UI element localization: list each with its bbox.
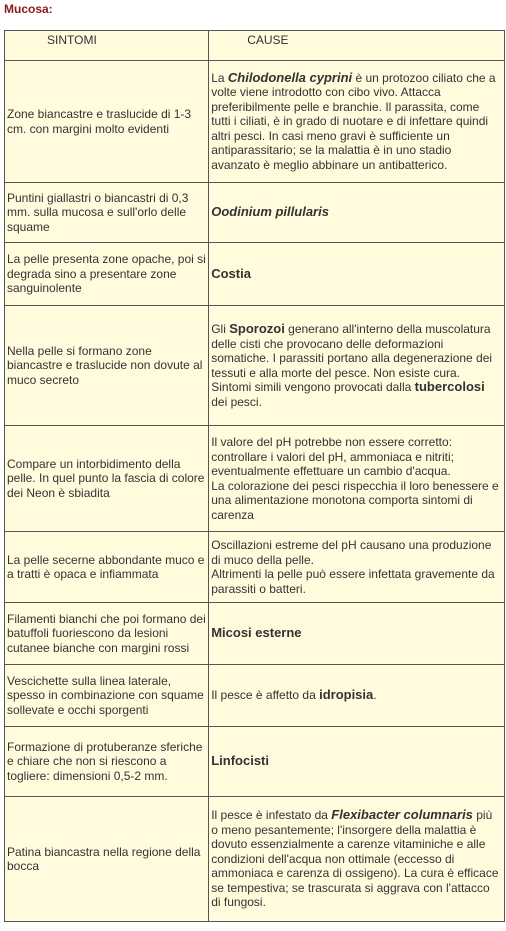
header-symptoms: SINTOMI xyxy=(5,31,209,61)
cause-cell: Gli Sporozoi generano all'interno della muscolatura delle cisti che provocano delle deformazioni somatiche. I parassiti portano alla degenerazione dei tessuti e alla morte del pesce. Non esiste cura. Sintomi simili vengono provocati dalla tubercolosi dei pesci. xyxy=(209,306,505,426)
cause-cell: Il pesce è infestato da Flexibacter columnaris più o meno pesantemente; l'insorgere della malattia è dovuto essenzialmente a carenze vitaminiche e alle condizioni dell'acqua non ottimale (eccesso di ammoniaca e carenza di ossigeno). La cura è efficace se tempestiva; se trascurata si aggrava con l'attacco di fungosi. xyxy=(209,797,505,922)
cause-cell xyxy=(209,603,505,665)
cause-cell xyxy=(209,183,505,243)
table-row xyxy=(5,243,505,306)
cause-cell: La Chilodonella cyprini è un protozoo ciliato che a volte viene introdotto con cibo vivo. Attacca preferibilmente pelle e branchie. Il parassita, come tutti i ciliati, è in grado di nuotare e di infettare quindi altri pesci. In casi meno gravi è sufficiente un antiparassitario; se la malattia è in uno stadio avanzato è meglio abbinare un antibatterico. xyxy=(209,61,505,183)
symptom-cell: Filamenti bianchi che poi formano dei batuffoli fuoriescono da lesioni cutanee bianche con margini rossi xyxy=(5,603,209,665)
header-causes: CAUSE xyxy=(209,31,505,61)
section-heading: Mucosa: xyxy=(4,2,53,16)
pathogen-name: Costia xyxy=(211,265,251,281)
table-row xyxy=(5,727,505,797)
symptom-cell: La pelle presenta zone opache, poi si degrada sino a presentare zone sanguinolente xyxy=(5,243,209,306)
table-header-row xyxy=(5,31,505,61)
table-row xyxy=(5,797,505,922)
symptom-cell: Formazione di protuberanze sferiche e chiare che non si riescono a togliere: dimensioni 0,5-2 mm. xyxy=(5,727,209,797)
table-row xyxy=(5,603,505,665)
symptom-cell: La pelle secerne abbondante muco e a tratti è opaca e infiammata xyxy=(5,532,209,603)
symptoms-causes-table xyxy=(4,30,505,922)
pathogen-name: Sporozoi xyxy=(229,321,285,336)
pathogen-name: Micosi esterne xyxy=(211,625,302,641)
cause-cell: Il valore del pH potrebbe non essere corretto: controllare i valori del pH, ammoniaca e nitriti; eventualmente effettuare un cambio d'acqua. La colorazione dei pesci rispecchia il loro benessere e una alimentazione monotona comporta sintomi di carenza xyxy=(209,426,505,532)
pathogen-name: Chilodonella cyprini xyxy=(227,69,353,85)
disease-name: tubercolosi xyxy=(414,379,485,394)
symptom-cell: Puntini giallastri o biancastri di 0,3 mm. sulla mucosa e sull'orlo delle squame xyxy=(5,183,209,243)
cause-cell xyxy=(209,243,505,306)
table-row xyxy=(5,665,505,727)
disease-name: idropisia xyxy=(319,687,374,703)
table-row xyxy=(5,183,505,243)
table-row xyxy=(5,306,505,426)
table-row xyxy=(5,426,505,532)
cause-cell xyxy=(209,727,505,797)
pathogen-name: Oodinium pillularis xyxy=(211,204,329,220)
disease-name: Linfocisti xyxy=(211,753,269,769)
table-row xyxy=(5,532,505,603)
symptom-cell: Zone biancastre e traslucide di 1-3 cm. con margini molto evidenti xyxy=(5,61,209,183)
symptom-cell: Patina biancastra nella regione della bocca xyxy=(5,797,209,922)
cause-cell: Il pesce è affetto da idropisia. xyxy=(209,665,505,727)
cause-cell: Oscillazioni estreme del pH causano una produzione di muco della pelle. Altrimenti la pelle può essere infettata gravemente da parassiti o batteri. xyxy=(209,532,505,603)
pathogen-name: Flexibacter columnaris xyxy=(331,807,473,823)
symptom-cell: Vescichette sulla linea laterale, spesso in combinazione con squame sollevate e occhi sporgenti xyxy=(5,665,209,727)
table-row xyxy=(5,61,505,183)
symptom-cell: Compare un intorbidimento della pelle. In quel punto la fascia di colore dei Neon è sbiadita xyxy=(5,426,209,532)
symptom-cell: Nella pelle si formano zone biancastre e traslucide non dovute al muco secreto xyxy=(5,306,209,426)
